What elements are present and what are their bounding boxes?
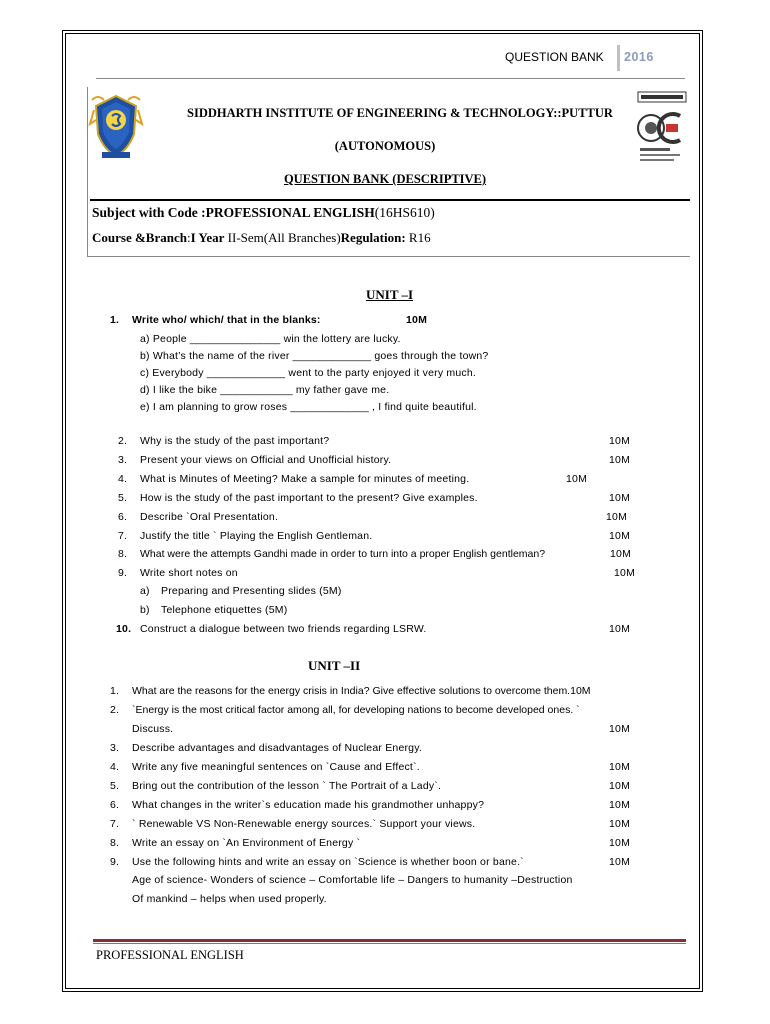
q9-sub-a-text: Preparing and Presenting slides (5M) (161, 585, 342, 597)
q8-number: 8. (118, 548, 128, 560)
course-sem: II-Sem(All Branches) (224, 230, 341, 245)
document-title: QUESTION BANK (DESCRIPTIVE) (283, 172, 487, 186)
q3-text: Present your views on Official and Unofficial history. (140, 454, 392, 466)
q2-marks: 10M (609, 435, 631, 447)
course-sep: : (186, 230, 191, 245)
course-year: I Year (190, 230, 225, 245)
u2-q1-number: 1. (110, 685, 120, 697)
u2-q2-marks: 10M (609, 723, 631, 735)
u2-q6-marks: 10M (609, 799, 631, 811)
regulation-label: Regulation: (340, 230, 406, 245)
u2-q5-marks: 10M (609, 780, 631, 792)
unit2-title: UNIT –II (308, 658, 361, 673)
q4-number: 4. (118, 473, 128, 485)
q9-sub-b-label: b) (140, 604, 150, 616)
u2-q2-cont: Discuss. (132, 723, 174, 735)
q6-number: 6. (118, 511, 128, 523)
u2-q7-text: ` Renewable VS Non-Renewable energy sources.` Support your views. (132, 818, 476, 830)
q9-marks: 10M (614, 567, 636, 579)
footer-text: PROFESSIONAL ENGLISH (96, 948, 244, 962)
u2-q1-text: What are the reasons for the energy crisis in India? Give effective solutions to overcome them.10M (132, 685, 591, 697)
institution-status: (AUTONOMOUS) (334, 139, 436, 153)
course-label: Course &Branch (92, 230, 187, 245)
q5-text: How is the study of the past important to the present? Give examples. (140, 492, 478, 504)
q5-number: 5. (118, 492, 128, 504)
u2-q9-marks: 10M (609, 856, 631, 868)
q3-number: 3. (118, 454, 128, 466)
q1-sub-a: a) People _______________ win the lottery are lucky. (140, 333, 401, 345)
subject-line (92, 205, 435, 221)
q7-number: 7. (118, 530, 128, 542)
q8-text: What were the attempts Gandhi made in order to turn into a proper English gentleman? (140, 548, 546, 560)
q3-marks: 10M (609, 454, 631, 466)
u2-q8-marks: 10M (609, 837, 631, 849)
u2-q8-number: 8. (110, 837, 120, 849)
u2-q4-number: 4. (110, 761, 120, 773)
q9-number: 9. (118, 567, 128, 579)
u2-q6-text: What changes in the writer`s education made his grandmother unhappy? (132, 799, 485, 811)
q5-marks: 10M (609, 492, 631, 504)
q7-marks: 10M (609, 530, 631, 542)
footer-rule (93, 939, 686, 942)
u2-q5-text: Bring out the contribution of the lesson ` The Portrait of a Lady`. (132, 780, 442, 792)
institution-name: SIDDHARTH INSTITUTE OF ENGINEERING & TECHNOLOGY::PUTTUR (187, 106, 613, 120)
q7-text: Justify the title ` Playing the English Gentleman. (140, 530, 373, 542)
u2-q4-text: Write any five meaningful sentences on `Cause and Effect`. (132, 761, 420, 773)
q6-marks: 10M (606, 511, 628, 523)
q9-sub-b-text: Telephone etiquettes (5M) (161, 604, 288, 616)
q1-sub-b: b) What’s the name of the river _____________ goes through the town? (140, 350, 489, 362)
footer-rule-thin (93, 943, 686, 944)
u2-q2-text: `Energy is the most critical factor among all, for developing nations to become developed ones. ` (132, 704, 580, 716)
q6-text: Describe `Oral Presentation. (140, 511, 279, 523)
q1-text: Write who/ which/ that in the blanks: (132, 314, 321, 326)
q4-text: What is Minutes of Meeting? Make a sample for minutes of meeting. (140, 473, 470, 485)
header-label: QUESTION BANK (505, 50, 604, 64)
q10-number: 10. (116, 623, 132, 635)
q1-sub-e: e) I am planning to grow roses _____________ , I find quite beautiful. (140, 401, 477, 413)
iso-certification-icon (636, 90, 688, 168)
q10-text: Construct a dialogue between two friends regarding LSRW. (140, 623, 427, 635)
course-line (92, 230, 431, 246)
q1-sub-c: c) Everybody _____________ went to the party enjoyed it very much. (140, 367, 476, 379)
subject-name: PROFESSIONAL ENGLISH (205, 205, 375, 220)
header-bottom-rule (90, 199, 690, 201)
header-rule (96, 78, 685, 79)
u2-q9-number: 9. (110, 856, 120, 868)
header-year: 2016 (624, 50, 654, 64)
u2-q6-number: 6. (110, 799, 120, 811)
u2-q7-number: 7. (110, 818, 120, 830)
u2-q2-number: 2. (110, 704, 120, 716)
u2-q3-text: Describe advantages and disadvantages of Nuclear Energy. (132, 742, 423, 754)
u2-q4-marks: 10M (609, 761, 631, 773)
u2-q8-text: Write an essay on `An Environment of Energy ` (132, 837, 361, 849)
q1-sub-d: d) I like the bike ____________ my father gave me. (140, 384, 390, 396)
q1-number: 1. (110, 314, 120, 326)
q9-sub-a-label: a) (140, 585, 150, 597)
u2-q3-number: 3. (110, 742, 120, 754)
subject-code: (16HS610) (374, 205, 435, 220)
u2-q9-hints-2: Of mankind – helps when used properly. (132, 893, 327, 905)
unit1-title: UNIT –I (366, 287, 414, 302)
u2-q9-hints-1: Age of science- Wonders of science – Comfortable life – Dangers to humanity –Destruction (132, 874, 573, 886)
q2-number: 2. (118, 435, 128, 447)
header-divider (617, 45, 620, 71)
q4-marks: 10M (566, 473, 588, 485)
q1-marks: 10M (406, 314, 428, 326)
q9-text: Write short notes on (140, 567, 238, 579)
q8-marks: 10M (610, 548, 632, 560)
subject-label: Subject with Code : (92, 205, 206, 220)
u2-q9-text: Use the following hints and write an essay on `Science is whether boon or bane.` (132, 856, 524, 868)
q10-marks: 10M (609, 623, 631, 635)
q2-text: Why is the study of the past important? (140, 435, 330, 447)
u2-q7-marks: 10M (609, 818, 631, 830)
regulation-value: R16 (405, 230, 431, 245)
u2-q5-number: 5. (110, 780, 120, 792)
